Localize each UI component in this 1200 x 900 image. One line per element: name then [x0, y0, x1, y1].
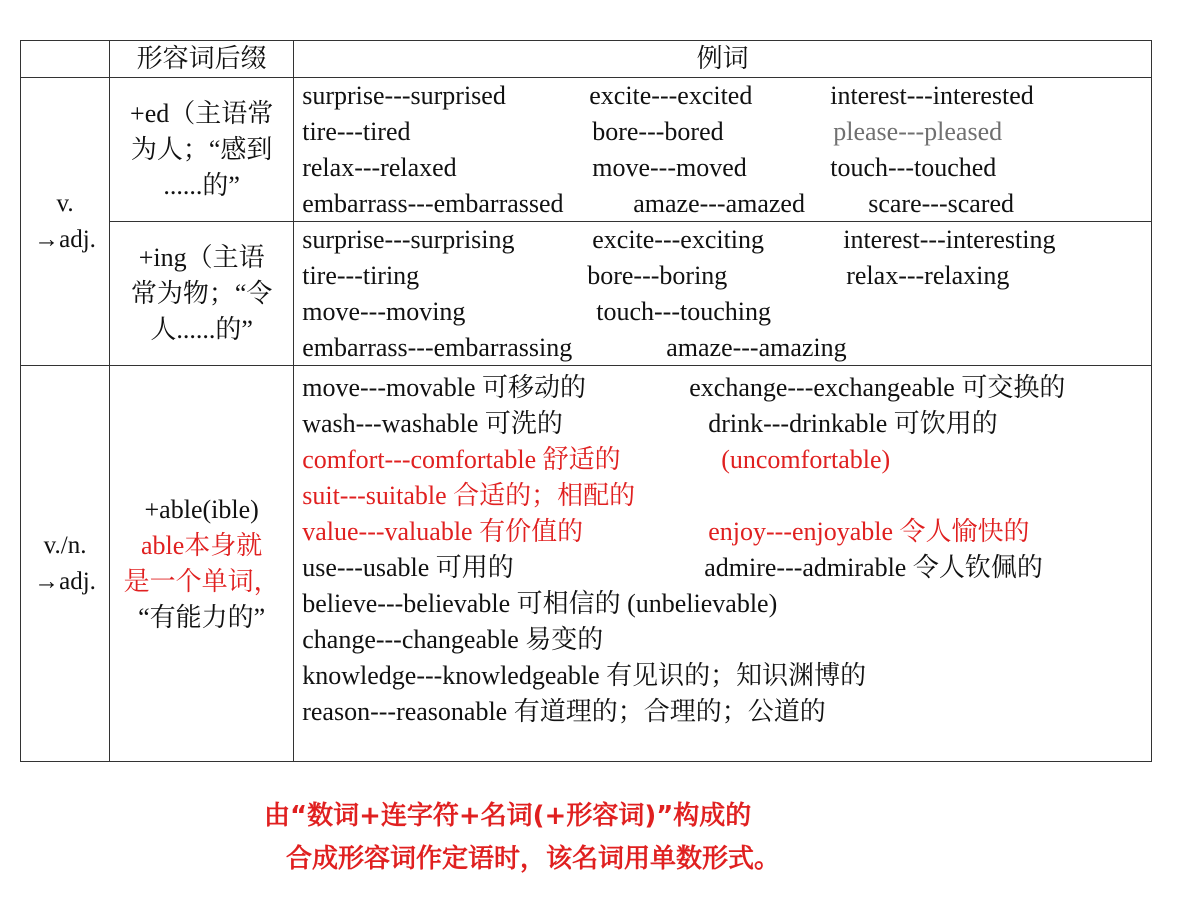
example-word: comfort---comfortable 舒适的 [302, 445, 621, 474]
example-word: reason---reasonable 有道理的；合理的；公道的 [302, 697, 826, 726]
suffix-text: 是一个单词， [123, 566, 280, 596]
example-word: embarrass---embarrassed [302, 189, 564, 218]
example-word: value---valuable 有价值的 [302, 517, 584, 546]
table-row-able [21, 366, 1152, 762]
note-line-1: 由“数词+连字符+名词(+形容词)”构成的 [264, 801, 752, 831]
example-word: relax---relaxing [846, 261, 1010, 290]
example-word: touch---touching [596, 297, 771, 326]
header-blank-cell [21, 41, 110, 78]
suffix-text: ......的” [163, 170, 240, 200]
examples-able-cell [294, 366, 1152, 762]
example-word: admire---admirable 令人钦佩的 [704, 553, 1043, 582]
category-label: →adj. [34, 567, 96, 595]
example-word: interest---interesting [843, 225, 1056, 254]
suffix-text: +ed（主语常 [130, 98, 274, 128]
suffix-text: able本身就 [141, 530, 263, 560]
suffix-text: +able(ible) [144, 494, 259, 524]
suffix-text: +ing（主语 [138, 242, 265, 272]
example-word: wash---washable 可洗的 [302, 409, 563, 438]
suffix-ed-cell [110, 78, 294, 222]
category-v-to-adj [21, 78, 110, 366]
suffix-able-cell [110, 366, 294, 762]
example-word: knowledge---knowledgeable 有见识的；知识渊博的 [302, 661, 867, 690]
example-word: tire---tired [302, 117, 411, 146]
example-word: bore---boring [587, 261, 728, 290]
examples-ing-cell [294, 222, 1152, 366]
example-word: touch---touched [830, 153, 997, 182]
suffix-text: 常为物；“令 [130, 278, 273, 308]
table-row-ed [21, 78, 1152, 222]
example-word: move---movable 可移动的 [302, 373, 587, 402]
example-word: amaze---amazed [633, 189, 805, 218]
example-word: surprise---surprising [302, 225, 515, 254]
example-word: use---usable 可用的 [302, 553, 514, 582]
example-word: (uncomfortable) [721, 445, 891, 474]
example-word: bore---bored [592, 117, 724, 146]
example-word: interest---interested [830, 81, 1034, 110]
example-word: exchange---exchangeable 可交换的 [689, 373, 1066, 402]
example-word: move---moved [592, 153, 747, 182]
example-word: drink---drinkable 可饮用的 [708, 409, 998, 438]
header-examples: 例词 [294, 41, 1152, 78]
example-word: excite---exciting [592, 225, 765, 254]
category-label: →adj. [34, 225, 96, 253]
category-label: v./n. [43, 531, 87, 559]
example-word: please---pleased [833, 117, 1003, 146]
category-vn-to-adj [21, 366, 110, 762]
table-row-ing [21, 222, 1152, 366]
example-word: embarrass---embarrassing [302, 333, 573, 362]
header-suffix: 形容词后缀 [110, 41, 294, 78]
table-header-row [21, 41, 1152, 78]
example-word: excite---excited [589, 81, 753, 110]
example-word: believe---believable 可相信的 (unbelievable) [302, 589, 778, 618]
example-word: amaze---amazing [666, 333, 847, 362]
examples-ed-cell [294, 78, 1152, 222]
example-word: enjoy---enjoyable 令人愉快的 [708, 517, 1030, 546]
suffix-text: “有能力的” [138, 602, 266, 632]
suffix-ing-cell [110, 222, 294, 366]
note-line-2: 合成形容词作定语时，该名词用单数形式。 [286, 844, 781, 874]
suffix-table [20, 40, 1152, 762]
example-word: scare---scared [868, 189, 1015, 218]
category-label: v. [56, 189, 74, 217]
suffix-text: 为人；“感到 [130, 134, 273, 164]
example-word: move---moving [302, 297, 466, 326]
example-word: change---changeable 易变的 [302, 625, 604, 654]
example-word: suit---suitable 合适的；相配的 [302, 481, 636, 510]
example-word: surprise---surprised [302, 81, 506, 110]
example-word: relax---relaxed [302, 153, 457, 182]
example-word: tire---tiring [302, 261, 420, 290]
suffix-text: 人......的” [150, 314, 253, 344]
